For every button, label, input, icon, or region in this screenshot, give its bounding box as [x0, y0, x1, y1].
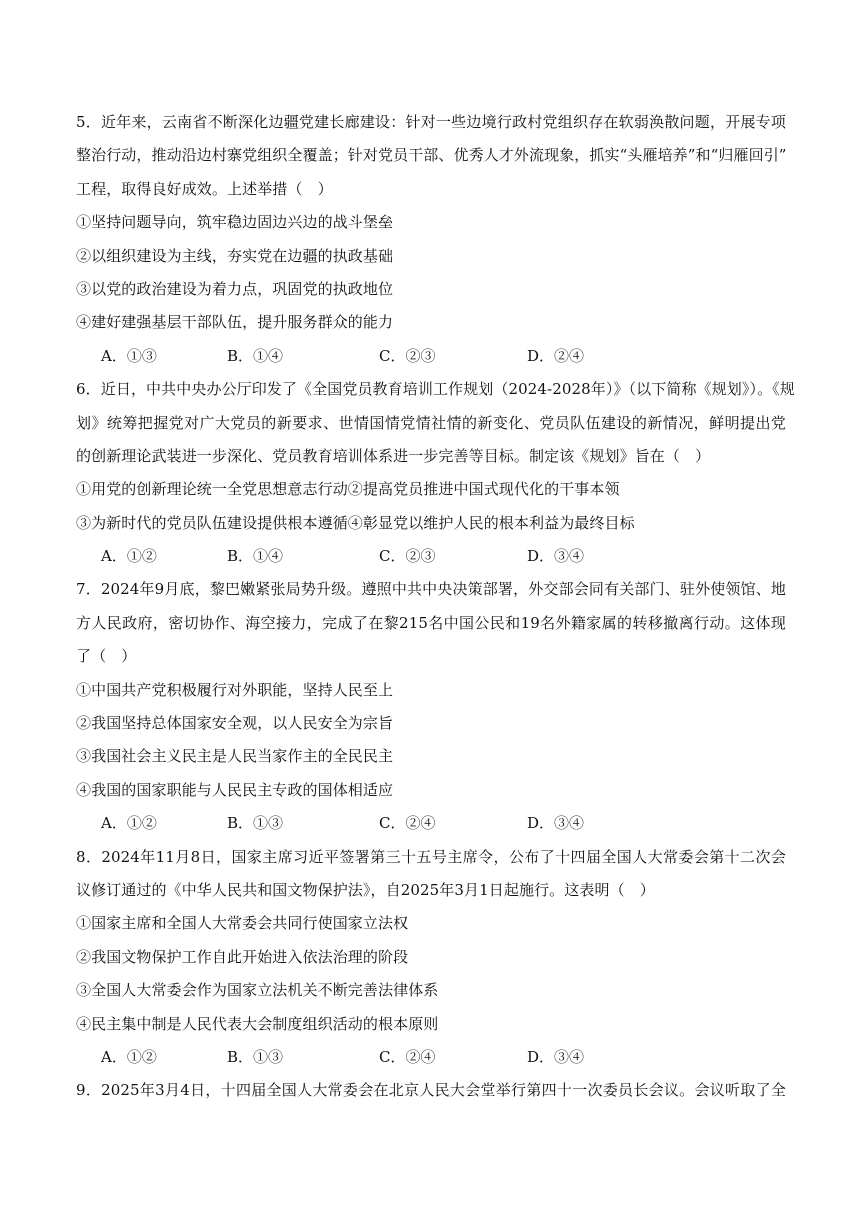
answer-options	[76, 540, 786, 573]
statement: ③全国人大常委会作为国家立法机关不断完善法律体系	[76, 981, 439, 1000]
option-c: C．②③	[379, 346, 436, 365]
statement: ②以组织建设为主线，夯实党在边疆的执政基础	[76, 246, 394, 265]
option-a: A．①②	[101, 1047, 157, 1066]
exam-page	[76, 106, 795, 1108]
option-d: D．③④	[527, 1047, 585, 1066]
question-stem-line: 8．2024年11月8日，国家主席习近平签署第三十五号主席令，公布了十四届全国人大常委会第十二次会	[76, 847, 786, 866]
question-stem-line: 的创新理论武装进一步深化、党员教育培训体系进一步完善等目标。制定该《规划》旨在（ ）	[76, 446, 711, 465]
question-stem-line: 7．2024年9月底，黎巴嫩紧张局势升级。遵照中共中央决策部署，外交部会同有关部门、驻外使领馆、地	[76, 580, 786, 599]
answer-options	[76, 340, 786, 373]
statement: ②我国文物保护工作自此开始进入依法治理的阶段	[76, 947, 409, 966]
question-stem-line: 划》统筹把握党对广大党员的新要求、世情国情党情社情的新变化、党员队伍建设的新情况，鲜明提出党	[76, 413, 786, 432]
statement: ③我国社会主义民主是人民当家作主的全民民主	[76, 747, 394, 766]
question-9	[76, 1074, 786, 1107]
statement: ①国家主席和全国人大常委会共同行使国家立法权	[76, 914, 409, 933]
question-stem-line: 6．近日，中共中央办公厅印发了《全国党员教育培训工作规划（2024-2028年）》（以下简称《规划》）。《规	[76, 380, 795, 399]
answer-options	[76, 807, 786, 840]
question-7	[76, 573, 786, 840]
question-stem-line: 整治行动，推动沿边村寨党组织全覆盖；针对党员干部、优秀人才外流现象，抓实“头雁培养”和“归雁回引”	[76, 146, 787, 165]
question-8	[76, 841, 786, 1075]
answer-options	[76, 1041, 786, 1074]
statement: ①用党的创新理论统一全党思想意志行动②提高党员推进中国式现代化的干事本领	[76, 480, 620, 499]
option-a: A．①②	[101, 814, 157, 833]
statement: ③以党的政治建设为着力点，巩固党的执政地位	[76, 279, 394, 298]
question-5	[76, 106, 786, 373]
statement: ③为新时代的党员队伍建设提供根本遵循④彰显党以维护人民的根本利益为最终目标	[76, 513, 635, 532]
statement: ④建好建强基层干部队伍，提升服务群众的能力	[76, 313, 394, 332]
option-b: B．①③	[227, 1047, 284, 1066]
option-c: C．②③	[379, 547, 436, 566]
question-stem-line: 5．近年来，云南省不断深化边疆党建长廊建设：针对一些边境行政村党组织存在软弱涣散问题，开展专项	[76, 113, 786, 131]
option-c: C．②④	[379, 814, 436, 833]
option-b: B．①③	[227, 814, 284, 833]
statement: ①坚持问题导向，筑牢稳边固边兴边的战斗堡垒	[76, 213, 394, 232]
option-d: D．③④	[527, 814, 585, 833]
option-d: D．③④	[527, 547, 585, 566]
option-b: B．①④	[227, 346, 284, 365]
question-stem-line: 9．2025年3月4日，十四届全国人大常委会在北京人民大会堂举行第四十一次委员长会议。会议听取了全	[76, 1081, 786, 1100]
question-6	[76, 373, 795, 573]
statement: ②我国坚持总体国家安全观，以人民安全为宗旨	[76, 714, 394, 733]
question-stem-line: 方人民政府，密切协作、海空接力，完成了在黎215名中国公民和19名外籍家属的转移撤离行动。这体现	[76, 613, 786, 632]
option-a: A．①②	[101, 547, 157, 566]
option-d: D．②④	[527, 346, 585, 365]
option-a: A．①③	[101, 346, 157, 365]
statement: ④我国的国家职能与人民民主专政的国体相适应	[76, 780, 394, 799]
option-b: B．①④	[227, 547, 284, 566]
statement: ④民主集中制是人民代表大会制度组织活动的根本原则	[76, 1014, 439, 1033]
question-stem-line: 工程，取得良好成效。上述举措（ ）	[76, 179, 333, 198]
statement: ①中国共产党积极履行对外职能，坚持人民至上	[76, 680, 394, 699]
question-stem-line: 了（ ）	[76, 647, 137, 666]
option-c: C．②④	[379, 1047, 436, 1066]
question-stem-line: 议修订通过的《中华人民共和国文物保护法》，自2025年3月1日起施行。这表明（ ）	[76, 880, 655, 899]
